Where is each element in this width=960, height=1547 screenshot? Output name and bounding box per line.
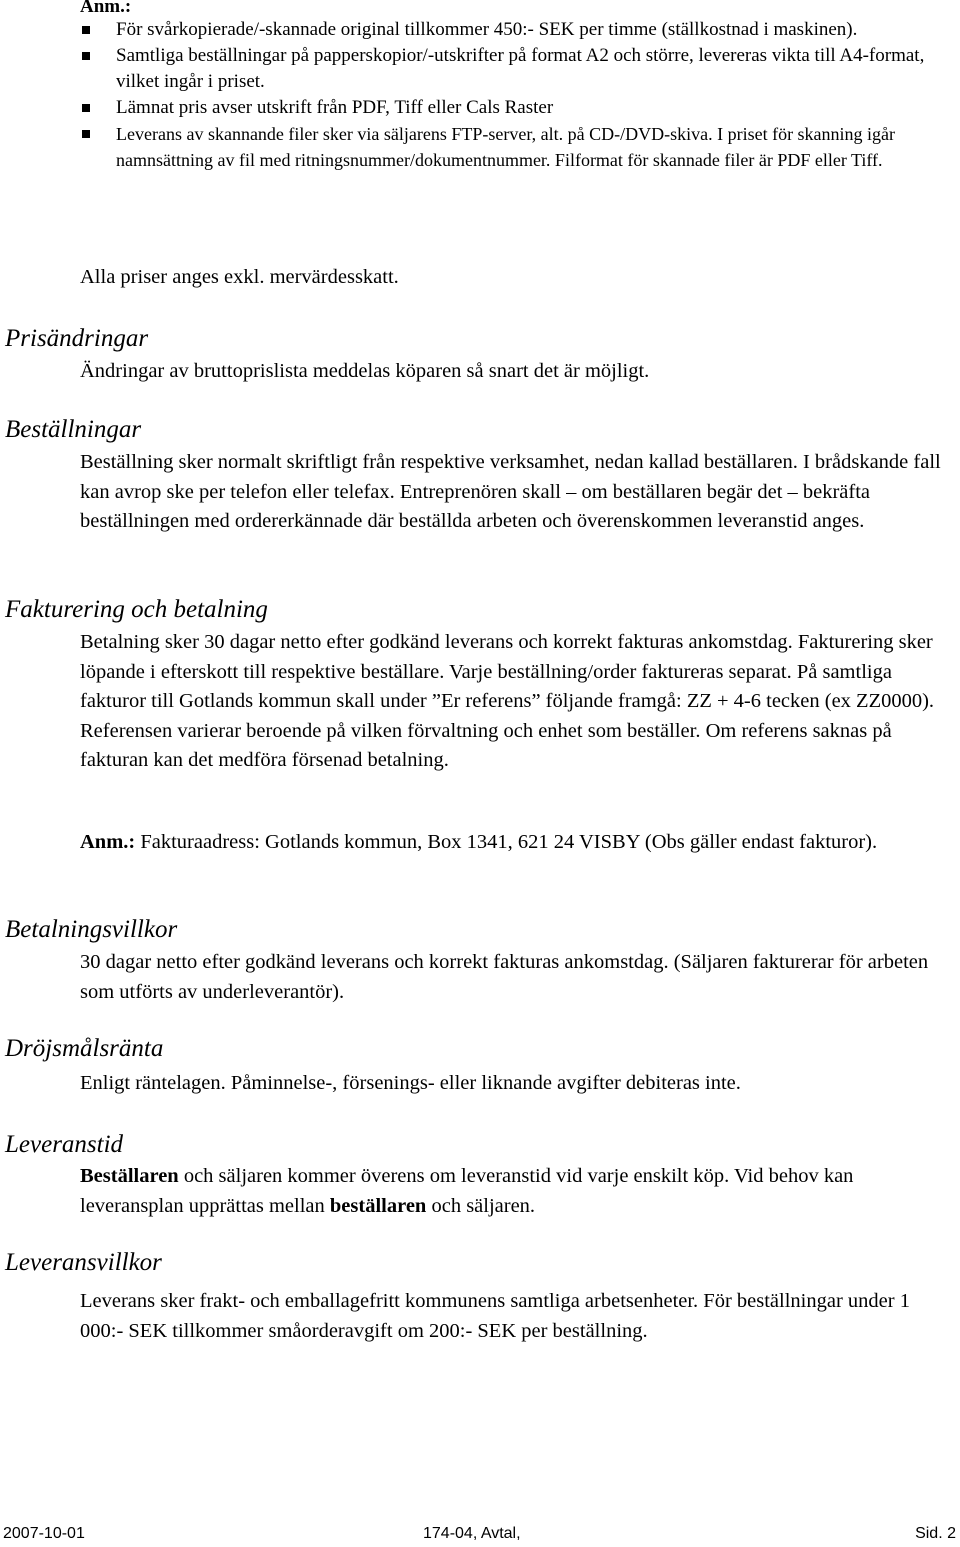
- vat-note: Alla priser anges exkl. mervärdesskatt.: [80, 266, 399, 288]
- list-item: [80, 17, 954, 43]
- bold-term: Beställaren: [80, 1165, 179, 1187]
- list-item: [80, 121, 954, 173]
- notes-label: Anm.:: [80, 0, 132, 17]
- section-heading-prisandringar: Prisändringar: [5, 325, 149, 352]
- note-text: Lämnat pris avser utskrift från PDF, Tiff eller Cals Raster: [116, 97, 554, 118]
- section-heading-drojsmalsranta: Dröjsmålsränta: [5, 1035, 164, 1062]
- note-text: Samtliga beställningar på papperskopior/-utskrifter på format A2 och större, levereras vikta till A4-format, vilket ingår i priset.: [116, 45, 925, 92]
- note-label: Anm.:: [80, 831, 136, 853]
- invoice-address-note: [80, 828, 954, 858]
- section-text-fakturering: Betalning sker 30 dagar netto efter godkänd leverans och korrekt fakturas ankomstdag. Fakturering sker löpande i efterskott till respektive beställare. Varje beställning/order faktureras separat. På samtliga fakturor till Gotlands kommun skall under ”Er referens” följande framgå: ZZ + 4-6 tecken (ex ZZ0000). Referensen varierar beroende på vilken förvaltning och enhet som beställer. Om referens saknas på fakturan kan det medföra försenad betalning.: [80, 631, 935, 771]
- section-text-leveransvillkor: Leverans sker frakt- och emballagefritt kommunens samtliga arbetsenheter. För beställningar under 1 000:- SEK tillkommer småorderavgift om 200:- SEK per beställning.: [80, 1290, 910, 1342]
- bold-term: beställaren: [329, 1194, 427, 1217]
- section-text-leveranstid: [80, 1162, 954, 1221]
- text-fragment: och säljaren kommer överens om leveranstid vid varje enskilt köp. Vid behov kan leveransplan upprättas mellan: [80, 1165, 854, 1217]
- section-heading-leveranstid: Leveranstid: [5, 1131, 124, 1158]
- square-bullet-icon: [82, 104, 90, 112]
- square-bullet-icon: [82, 26, 90, 34]
- section-text-bestallningar: Beställning sker normalt skriftligt från respektive verksamhet, nedan kallad beställaren. I brådskande fall kan avrop ske per telefon eller telefax. Entreprenören skall – om beställaren begär det – bekräfta beställningen med ordererkännade där beställda arbeten och överenskommen leveranstid anges.: [80, 451, 941, 532]
- square-bullet-icon: [82, 52, 90, 60]
- list-item: [80, 95, 954, 121]
- footer-date: 2007-10-01: [3, 1525, 85, 1542]
- footer-document-ref: 174-04, Avtal,: [423, 1525, 521, 1542]
- section-text-prisandringar: Ändringar av bruttoprislista meddelas köparen så snart det är möjligt.: [80, 360, 650, 382]
- list-item: [80, 43, 954, 95]
- note-text: Fakturaadress: Gotlands kommun, Box 1341, 621 24 VISBY (Obs gäller endast fakturor).: [135, 831, 878, 853]
- text-fragment: och säljaren.: [426, 1194, 536, 1217]
- footer-page-number: Sid. 2: [915, 1525, 956, 1542]
- note-text: För svårkopierade/-skannade original tillkommer 450:- SEK per timme (ställkostnad i maskinen).: [116, 19, 858, 40]
- section-heading-fakturering: Fakturering och betalning: [5, 596, 268, 623]
- section-heading-leveransvillkor: Leveransvillkor: [5, 1249, 162, 1276]
- section-text-drojsmalsranta: Enligt räntelagen. Påminnelse-, försenings- eller liknande avgifter debiteras inte.: [80, 1072, 741, 1094]
- section-heading-betalningsvillkor: Betalningsvillkor: [5, 916, 178, 943]
- square-bullet-icon: [82, 130, 90, 138]
- note-text: Leverans av skannande filer sker via säljarens FTP-server, alt. på CD-/DVD-skiva. I priset för skanning igår namnsättning av fil med ritningsnummer/dokumentnummer. Filformat för skannade filer är PDF eller Tiff.: [116, 124, 896, 170]
- section-text-betalningsvillkor: 30 dagar netto efter godkänd leverans och korrekt fakturas ankomstdag. (Säljaren fakturerar för arbeten som utförts av underleverantör).: [80, 951, 929, 1003]
- section-heading-bestallningar: Beställningar: [5, 416, 142, 443]
- notes-list: [80, 17, 954, 173]
